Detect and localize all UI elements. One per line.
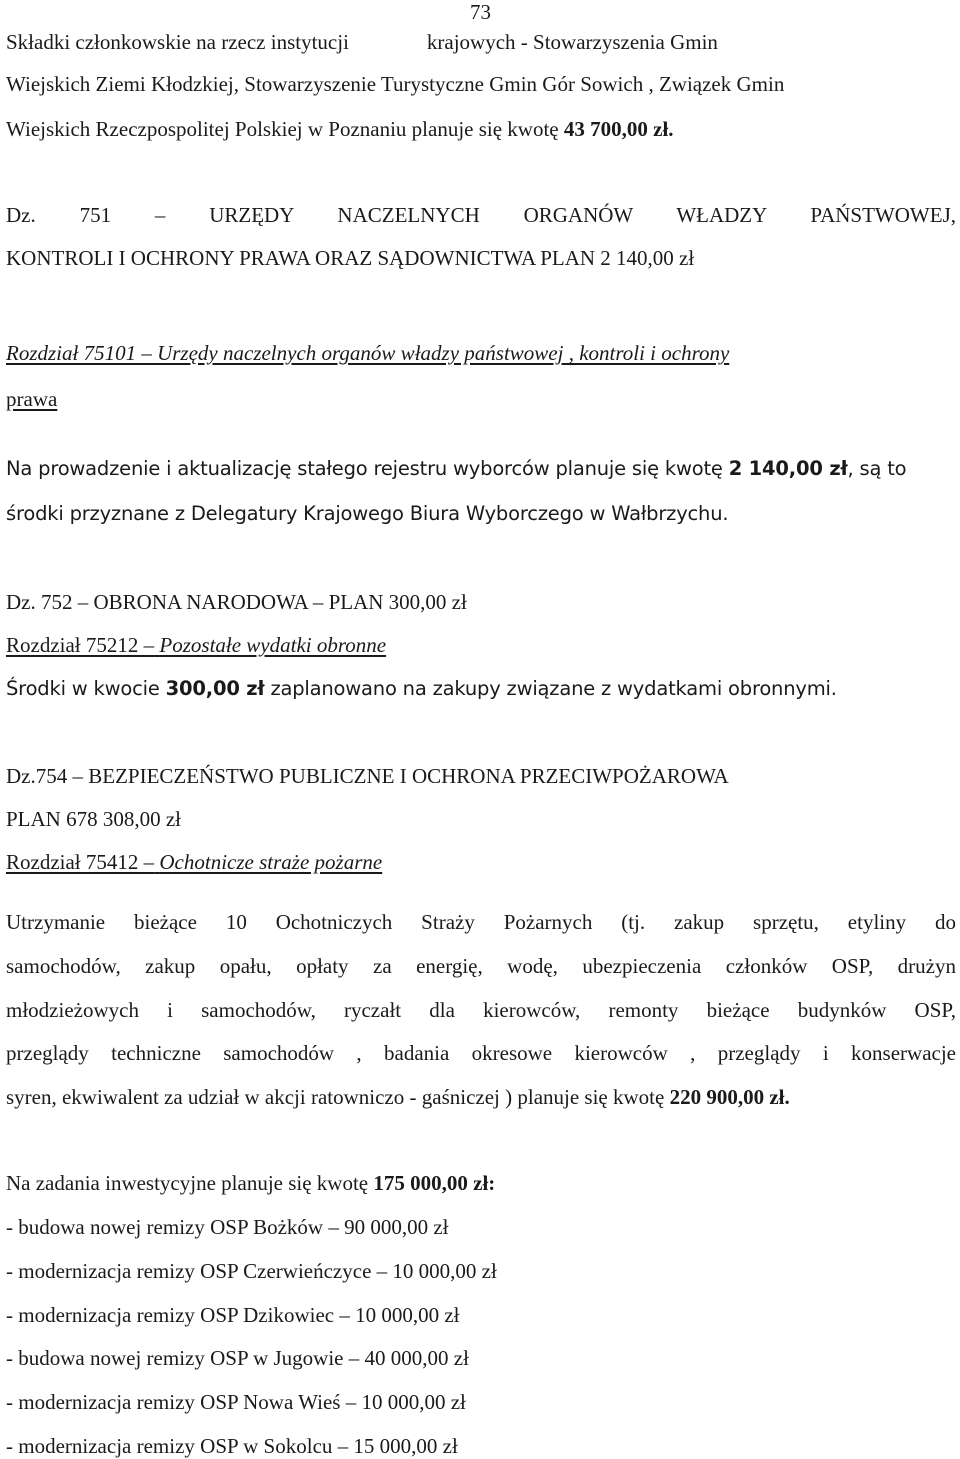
intro-line-1-b: krajowych - Stowarzyszenia Gmin [426, 30, 718, 54]
dz751-paragraph-line-1 [6, 456, 906, 482]
intro-line-1 [6, 29, 718, 55]
dz751-rozdzial-line-2: prawa [6, 387, 58, 411]
intro-line-1-a: Składki członkowskie na rzecz instytucji [6, 30, 349, 54]
dz751-heading-line-1: Dz. 751 – URZĘDY NACZELNYCH ORGANÓW WŁADZY PAŃSTWOWEJ, [6, 203, 956, 227]
dz751-rozdzial-line-1: Rozdział 75101 – Urzędy naczelnych organów władzy państwowej , kontroli i ochrony [6, 341, 730, 365]
dz754-paragraph-line-2: samochodów, zakup opału, opłaty za energię, wodę, ubezpieczenia członków OSP, drużyn [6, 954, 956, 978]
dz751-heading-line-2: KONTROLI I OCHRONY PRAWA ORAZ SĄDOWNICTWA PLAN 2 140,00 zł [6, 246, 695, 270]
page-number: 73 [470, 0, 491, 24]
dz751-para-text: Na prowadzenie i aktualizację stałego rejestru wyborców planuje się kwotę [6, 457, 723, 480]
dz752-rozdzial-title: Pozostałe wydatki obronne [159, 633, 387, 657]
dz754-paragraph-line-4: przeglądy techniczne samochodów , badania okresowe kierowców , przeglądy i konserwacje [6, 1041, 956, 1065]
dz754-para-amount: 220 900,00 zł. [669, 1085, 790, 1109]
dz751-para-amount: 2 140,00 zł [728, 457, 848, 480]
dz754-heading-line-2: PLAN 678 308,00 zł [6, 807, 181, 831]
dz754-rozdzial-title: Ochotnicze straże pożarne [159, 850, 383, 874]
dz754-invest-text: Na zadania inwestycyjne planuje się kwotę [6, 1171, 369, 1195]
list-item: - modernizacja remizy OSP Nowa Wieś – 10 000,00 zł [6, 1390, 466, 1414]
intro-line-3-text: Wiejskich Rzeczpospolitej Polskiej w Poznaniu planuje się kwotę [6, 117, 559, 141]
list-item: - budowa nowej remizy OSP w Jugowie – 40 000,00 zł [6, 1346, 469, 1370]
dz754-paragraph-line-1: Utrzymanie bieżące 10 Ochotniczych Straży Pożarnych (tj. zakup sprzętu, etyliny do [6, 910, 956, 934]
dz752-rozdzial-label: Rozdział 75212 – [6, 633, 155, 657]
list-item: - modernizacja remizy OSP Czerwieńczyce – 10 000,00 zł [6, 1259, 497, 1283]
list-item: - modernizacja remizy OSP Dzikowiec – 10 000,00 zł [6, 1303, 460, 1327]
dz752-rozdzial [6, 632, 386, 658]
dz752-para-b: zaplanowano na zakupy związane z wydatkami obronnymi. [270, 677, 837, 700]
intro-line-3 [6, 116, 674, 142]
dz754-rozdzial [6, 849, 382, 875]
dz754-rozdzial-label: Rozdział 75412 – [6, 850, 155, 874]
dz754-invest-amount: 175 000,00 zł: [373, 1171, 496, 1195]
dz754-paragraph-line-3: młodzieżowych i samochodów, ryczałt dla kierowców, remonty bieżące budynków OSP, [6, 998, 956, 1022]
dz752-paragraph [6, 676, 837, 702]
dz754-paragraph-line-5 [6, 1084, 790, 1110]
dz752-heading: Dz. 752 – OBRONA NARODOWA – PLAN 300,00 zł [6, 590, 467, 614]
intro-line-2: Wiejskich Ziemi Kłodzkiej, Stowarzyszenie Turystyczne Gmin Gór Sowich , Związek Gmin [6, 72, 785, 96]
dz754-para-5-text: syren, ekwiwalent za udział w akcji ratowniczo - gaśniczej ) planuje się kwotę [6, 1085, 665, 1109]
intro-amount: 43 700,00 zł. [563, 117, 674, 141]
dz754-heading-line-1: Dz.754 – BEZPIECZEŃSTWO PUBLICZNE I OCHRONA PRZECIWPOŻAROWA [6, 764, 729, 788]
list-item: - budowa nowej remizy OSP Bożków – 90 000,00 zł [6, 1215, 449, 1239]
dz751-para-tail: , są to [847, 457, 907, 480]
dz752-para-a: Środki w kwocie [6, 677, 160, 700]
dz752-para-amount: 300,00 zł [165, 677, 265, 700]
dz754-invest-line [6, 1170, 495, 1196]
list-item: - modernizacja remizy OSP w Sokolcu – 15 000,00 zł [6, 1434, 458, 1458]
dz751-paragraph-line-2: środki przyznane z Delegatury Krajowego Biura Wyborczego w Wałbrzychu. [6, 502, 729, 525]
